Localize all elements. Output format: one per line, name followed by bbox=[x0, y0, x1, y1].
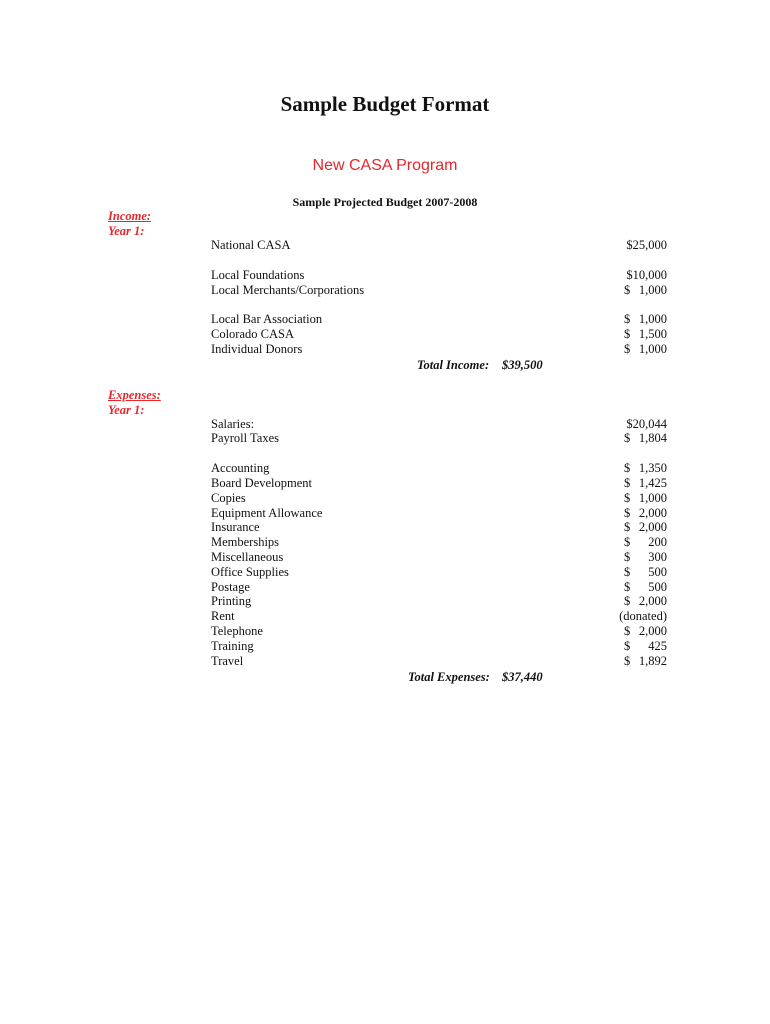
line-item-amount: $ 2,000 bbox=[624, 594, 667, 609]
total-income-label: Total Income: bbox=[417, 358, 490, 372]
line-item-amount: $ 1,000 bbox=[624, 342, 667, 356]
total-expenses-label: Total Expenses: bbox=[408, 670, 490, 684]
line-item-label: Salaries: bbox=[211, 416, 255, 431]
line-item-amount: $10,000 bbox=[626, 267, 667, 282]
line-item-amount: $ 1,892 bbox=[624, 653, 667, 668]
line-item-amount: $20,044 bbox=[626, 416, 667, 431]
line-item-amount: $ 1,804 bbox=[624, 431, 667, 446]
line-item-label: Local Merchants/Corporations bbox=[211, 282, 365, 297]
line-item-amount: $ 1,500 bbox=[624, 327, 667, 341]
line-item-label: Miscellaneous bbox=[211, 549, 284, 564]
line-item-amount: $ 1,000 bbox=[624, 282, 667, 297]
budget-subheading: Sample Projected Budget 2007-2008 bbox=[292, 195, 478, 209]
line-item-label: Printing bbox=[211, 594, 252, 609]
line-item-amount: (donated) bbox=[619, 609, 667, 624]
page-title: Sample Budget Format bbox=[280, 92, 490, 116]
line-item-label: Travel bbox=[211, 653, 244, 668]
line-item-label: National CASA bbox=[211, 238, 291, 252]
total-income-value: $39,500 bbox=[502, 358, 543, 372]
line-item-amount: $ 500 bbox=[624, 579, 667, 594]
expenses-year-label: Year 1: bbox=[108, 403, 145, 417]
line-item-amount: $ 1,425 bbox=[624, 475, 667, 490]
line-item-amount: $ 2,000 bbox=[624, 623, 667, 638]
line-item-label: Insurance bbox=[211, 520, 260, 535]
line-item-amount: $ 1,000 bbox=[624, 312, 667, 326]
line-item-label: Telephone bbox=[211, 623, 263, 638]
program-name: New CASA Program bbox=[312, 157, 458, 174]
income-section-label bbox=[108, 209, 151, 239]
line-item-amount: $ 500 bbox=[624, 564, 667, 579]
line-item-label: Individual Donors bbox=[211, 342, 303, 356]
line-item-label: Local Foundations bbox=[211, 267, 305, 282]
line-item-amount: $ 425 bbox=[624, 638, 667, 653]
line-item-label: Training bbox=[211, 638, 254, 653]
line-item-label: Payroll Taxes bbox=[211, 431, 279, 446]
line-item-label: Copies bbox=[211, 490, 246, 505]
line-item-label: Local Bar Association bbox=[211, 312, 323, 326]
income-heading: Income: bbox=[108, 209, 152, 223]
expenses-heading: Expenses: bbox=[108, 388, 161, 402]
line-item-label: Memberships bbox=[211, 535, 280, 550]
total-expenses-value: $37,440 bbox=[502, 670, 543, 684]
line-item-amount: $ 300 bbox=[624, 549, 667, 564]
line-item-label: Colorado CASA bbox=[211, 327, 294, 341]
line-item-amount: $ 2,000 bbox=[624, 520, 667, 535]
line-item-amount: $25,000 bbox=[626, 238, 667, 252]
line-item-label: Rent bbox=[211, 609, 235, 624]
line-item-amount: $ 2,000 bbox=[624, 505, 667, 520]
line-item-amount: $ 200 bbox=[624, 535, 667, 550]
line-item-label: Office Supplies bbox=[211, 564, 289, 579]
line-item-label: Postage bbox=[211, 579, 250, 594]
line-item-label: Accounting bbox=[211, 461, 270, 476]
line-item-amount: $ 1,350 bbox=[624, 461, 667, 476]
expenses-section-label bbox=[108, 388, 161, 418]
income-year-label: Year 1: bbox=[108, 224, 145, 238]
line-item-label: Equipment Allowance bbox=[211, 505, 323, 520]
line-item-amount: $ 1,000 bbox=[624, 490, 667, 505]
line-item-label: Board Development bbox=[211, 475, 313, 490]
